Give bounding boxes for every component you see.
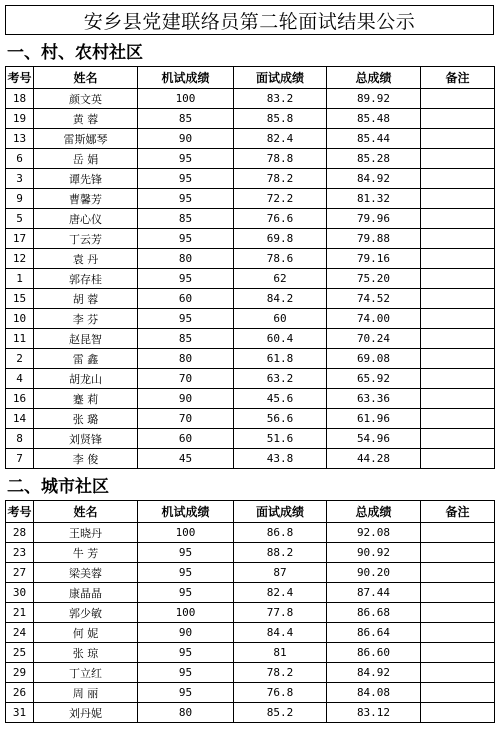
cell-remark: [421, 109, 495, 129]
cell-machine-score: 95: [138, 683, 234, 703]
cell-remark: [421, 523, 495, 543]
cell-interview-score: 85.2: [234, 703, 327, 723]
cell-total-score: 63.36: [327, 389, 421, 409]
cell-exam-no: 24: [6, 623, 34, 643]
table-row: [6, 369, 495, 389]
cell-exam-no: 7: [6, 449, 34, 469]
cell-interview-score: 69.8: [234, 229, 327, 249]
cell-name: 周 丽: [34, 683, 138, 703]
cell-machine-score: 90: [138, 389, 234, 409]
cell-total-score: 92.08: [327, 523, 421, 543]
cell-total-score: 65.92: [327, 369, 421, 389]
cell-interview-score: 87: [234, 563, 327, 583]
cell-interview-score: 78.6: [234, 249, 327, 269]
cell-machine-score: 95: [138, 169, 234, 189]
cell-interview-score: 83.2: [234, 89, 327, 109]
cell-machine-score: 80: [138, 703, 234, 723]
cell-name: 李 芬: [34, 309, 138, 329]
cell-remark: [421, 623, 495, 643]
cell-exam-no: 11: [6, 329, 34, 349]
table-row: [6, 543, 495, 563]
column-header-total-score: 总成绩: [327, 67, 421, 89]
cell-remark: [421, 349, 495, 369]
cell-total-score: 85.48: [327, 109, 421, 129]
cell-name: 牛 芳: [34, 543, 138, 563]
table-row: [6, 449, 495, 469]
cell-exam-no: 31: [6, 703, 34, 723]
cell-name: 颜文英: [34, 89, 138, 109]
cell-interview-score: 84.2: [234, 289, 327, 309]
cell-exam-no: 29: [6, 663, 34, 683]
cell-remark: [421, 409, 495, 429]
cell-machine-score: 90: [138, 129, 234, 149]
cell-name: 郭少敏: [34, 603, 138, 623]
cell-name: 袁 丹: [34, 249, 138, 269]
cell-machine-score: 95: [138, 663, 234, 683]
cell-interview-score: 51.6: [234, 429, 327, 449]
table-row: [6, 349, 495, 369]
cell-exam-no: 15: [6, 289, 34, 309]
column-header-total-score: 总成绩: [327, 501, 421, 523]
cell-machine-score: 70: [138, 409, 234, 429]
results-table: [5, 66, 495, 469]
cell-exam-no: 14: [6, 409, 34, 429]
table-row: [6, 603, 495, 623]
cell-machine-score: 80: [138, 249, 234, 269]
section-title: 一、村、农村社区: [7, 43, 143, 63]
table-row: [6, 269, 495, 289]
cell-total-score: 87.44: [327, 583, 421, 603]
cell-interview-score: 43.8: [234, 449, 327, 469]
table-row: [6, 683, 495, 703]
cell-remark: [421, 663, 495, 683]
cell-exam-no: 18: [6, 89, 34, 109]
cell-remark: [421, 449, 495, 469]
cell-total-score: 89.92: [327, 89, 421, 109]
cell-machine-score: 60: [138, 429, 234, 449]
cell-exam-no: 21: [6, 603, 34, 623]
table-row: [6, 309, 495, 329]
section-title: 二、城市社区: [7, 477, 109, 497]
cell-remark: [421, 129, 495, 149]
cell-name: 梁美蓉: [34, 563, 138, 583]
cell-machine-score: 95: [138, 149, 234, 169]
table-row: [6, 209, 495, 229]
cell-interview-score: 60.4: [234, 329, 327, 349]
header-row: [6, 501, 495, 523]
cell-total-score: 79.16: [327, 249, 421, 269]
cell-name: 赵昆智: [34, 329, 138, 349]
cell-remark: [421, 309, 495, 329]
cell-remark: [421, 169, 495, 189]
cell-interview-score: 82.4: [234, 583, 327, 603]
table-row: [6, 109, 495, 129]
cell-machine-score: 95: [138, 563, 234, 583]
cell-interview-score: 56.6: [234, 409, 327, 429]
column-header-remark: 备注: [421, 67, 495, 89]
cell-remark: [421, 289, 495, 309]
cell-exam-no: 12: [6, 249, 34, 269]
cell-name: 王晓丹: [34, 523, 138, 543]
cell-machine-score: 45: [138, 449, 234, 469]
cell-exam-no: 2: [6, 349, 34, 369]
table-header: [6, 67, 495, 89]
cell-remark: [421, 189, 495, 209]
column-header-remark: 备注: [421, 501, 495, 523]
cell-remark: [421, 369, 495, 389]
cell-machine-score: 85: [138, 209, 234, 229]
cell-interview-score: 86.8: [234, 523, 327, 543]
cell-interview-score: 60: [234, 309, 327, 329]
cell-total-score: 84.92: [327, 663, 421, 683]
cell-exam-no: 17: [6, 229, 34, 249]
table-row: [6, 663, 495, 683]
cell-remark: [421, 329, 495, 349]
cell-total-score: 85.28: [327, 149, 421, 169]
cell-exam-no: 16: [6, 389, 34, 409]
table-row: [6, 429, 495, 449]
cell-name: 谭先锋: [34, 169, 138, 189]
cell-total-score: 85.44: [327, 129, 421, 149]
cell-machine-score: 95: [138, 643, 234, 663]
cell-interview-score: 45.6: [234, 389, 327, 409]
table-body: [6, 89, 495, 469]
cell-interview-score: 72.2: [234, 189, 327, 209]
cell-total-score: 70.24: [327, 329, 421, 349]
table-row: [6, 89, 495, 109]
column-header-machine-score: 机试成绩: [138, 67, 234, 89]
cell-total-score: 79.96: [327, 209, 421, 229]
cell-exam-no: 6: [6, 149, 34, 169]
cell-interview-score: 78.2: [234, 169, 327, 189]
cell-exam-no: 8: [6, 429, 34, 449]
cell-machine-score: 60: [138, 289, 234, 309]
cell-name: 郭存桂: [34, 269, 138, 289]
cell-machine-score: 100: [138, 89, 234, 109]
table-row: [6, 149, 495, 169]
cell-machine-score: 95: [138, 269, 234, 289]
column-header-interview-score: 面试成绩: [234, 501, 327, 523]
cell-name: 胡 蓉: [34, 289, 138, 309]
cell-name: 雷 鑫: [34, 349, 138, 369]
table-row: [6, 389, 495, 409]
cell-machine-score: 95: [138, 309, 234, 329]
cell-interview-score: 88.2: [234, 543, 327, 563]
sections-container: [5, 35, 494, 723]
cell-remark: [421, 583, 495, 603]
cell-exam-no: 13: [6, 129, 34, 149]
column-header-exam-no: 考号: [6, 501, 34, 523]
cell-name: 曹馨芳: [34, 189, 138, 209]
cell-total-score: 74.00: [327, 309, 421, 329]
cell-name: 丁立红: [34, 663, 138, 683]
cell-exam-no: 19: [6, 109, 34, 129]
column-header-name: 姓名: [34, 501, 138, 523]
cell-total-score: 84.92: [327, 169, 421, 189]
table-row: [6, 189, 495, 209]
table-row: [6, 249, 495, 269]
table-header: [6, 501, 495, 523]
cell-remark: [421, 389, 495, 409]
cell-total-score: 90.92: [327, 543, 421, 563]
cell-name: 岳 娟: [34, 149, 138, 169]
results-document: [5, 5, 494, 723]
cell-interview-score: 63.2: [234, 369, 327, 389]
cell-name: 丁云芳: [34, 229, 138, 249]
cell-exam-no: 25: [6, 643, 34, 663]
cell-machine-score: 100: [138, 603, 234, 623]
table-row: [6, 703, 495, 723]
table-row: [6, 229, 495, 249]
cell-name: 唐心仪: [34, 209, 138, 229]
cell-name: 张 璐: [34, 409, 138, 429]
column-header-name: 姓名: [34, 67, 138, 89]
table-row: [6, 409, 495, 429]
cell-total-score: 74.52: [327, 289, 421, 309]
cell-interview-score: 61.8: [234, 349, 327, 369]
cell-remark: [421, 229, 495, 249]
table-row: [6, 563, 495, 583]
cell-remark: [421, 683, 495, 703]
cell-name: 刘贤锋: [34, 429, 138, 449]
cell-total-score: 86.60: [327, 643, 421, 663]
cell-total-score: 69.08: [327, 349, 421, 369]
table-row: [6, 583, 495, 603]
cell-interview-score: 77.8: [234, 603, 327, 623]
cell-exam-no: 5: [6, 209, 34, 229]
cell-name: 康晶晶: [34, 583, 138, 603]
cell-machine-score: 100: [138, 523, 234, 543]
cell-total-score: 90.20: [327, 563, 421, 583]
cell-machine-score: 70: [138, 369, 234, 389]
cell-exam-no: 30: [6, 583, 34, 603]
cell-remark: [421, 249, 495, 269]
table-row: [6, 129, 495, 149]
cell-name: 雷斯娜琴: [34, 129, 138, 149]
cell-remark: [421, 269, 495, 289]
cell-total-score: 83.12: [327, 703, 421, 723]
header-row: [6, 67, 495, 89]
cell-exam-no: 23: [6, 543, 34, 563]
cell-name: 黄 蓉: [34, 109, 138, 129]
cell-exam-no: 1: [6, 269, 34, 289]
cell-remark: [421, 149, 495, 169]
cell-interview-score: 76.6: [234, 209, 327, 229]
cell-remark: [421, 429, 495, 449]
table-row: [6, 329, 495, 349]
cell-machine-score: 95: [138, 583, 234, 603]
cell-interview-score: 84.4: [234, 623, 327, 643]
cell-total-score: 86.64: [327, 623, 421, 643]
cell-total-score: 44.28: [327, 449, 421, 469]
document-title: 安乡县党建联络员第二轮面试结果公示: [5, 5, 494, 35]
column-header-exam-no: 考号: [6, 67, 34, 89]
cell-total-score: 81.32: [327, 189, 421, 209]
cell-name: 刘丹妮: [34, 703, 138, 723]
cell-total-score: 86.68: [327, 603, 421, 623]
cell-name: 李 俊: [34, 449, 138, 469]
cell-exam-no: 28: [6, 523, 34, 543]
cell-interview-score: 76.8: [234, 683, 327, 703]
cell-exam-no: 3: [6, 169, 34, 189]
cell-exam-no: 27: [6, 563, 34, 583]
cell-total-score: 54.96: [327, 429, 421, 449]
column-header-interview-score: 面试成绩: [234, 67, 327, 89]
cell-interview-score: 78.2: [234, 663, 327, 683]
cell-remark: [421, 543, 495, 563]
cell-machine-score: 95: [138, 229, 234, 249]
cell-total-score: 84.08: [327, 683, 421, 703]
cell-remark: [421, 703, 495, 723]
column-header-machine-score: 机试成绩: [138, 501, 234, 523]
results-table: [5, 500, 495, 723]
cell-name: 何 妮: [34, 623, 138, 643]
cell-remark: [421, 563, 495, 583]
cell-exam-no: 10: [6, 309, 34, 329]
cell-machine-score: 95: [138, 189, 234, 209]
cell-remark: [421, 643, 495, 663]
cell-exam-no: 26: [6, 683, 34, 703]
cell-total-score: 61.96: [327, 409, 421, 429]
cell-total-score: 79.88: [327, 229, 421, 249]
table-row: [6, 289, 495, 309]
cell-interview-score: 81: [234, 643, 327, 663]
cell-machine-score: 95: [138, 543, 234, 563]
cell-interview-score: 85.8: [234, 109, 327, 129]
table-body: [6, 523, 495, 723]
cell-interview-score: 78.8: [234, 149, 327, 169]
cell-name: 胡龙山: [34, 369, 138, 389]
cell-machine-score: 85: [138, 329, 234, 349]
cell-remark: [421, 89, 495, 109]
table-row: [6, 643, 495, 663]
cell-remark: [421, 209, 495, 229]
cell-machine-score: 80: [138, 349, 234, 369]
cell-interview-score: 62: [234, 269, 327, 289]
cell-interview-score: 82.4: [234, 129, 327, 149]
cell-name: 张 琼: [34, 643, 138, 663]
cell-total-score: 75.20: [327, 269, 421, 289]
cell-machine-score: 90: [138, 623, 234, 643]
cell-machine-score: 85: [138, 109, 234, 129]
cell-remark: [421, 603, 495, 623]
table-row: [6, 523, 495, 543]
cell-exam-no: 9: [6, 189, 34, 209]
table-row: [6, 623, 495, 643]
table-row: [6, 169, 495, 189]
cell-name: 蹇 莉: [34, 389, 138, 409]
cell-exam-no: 4: [6, 369, 34, 389]
